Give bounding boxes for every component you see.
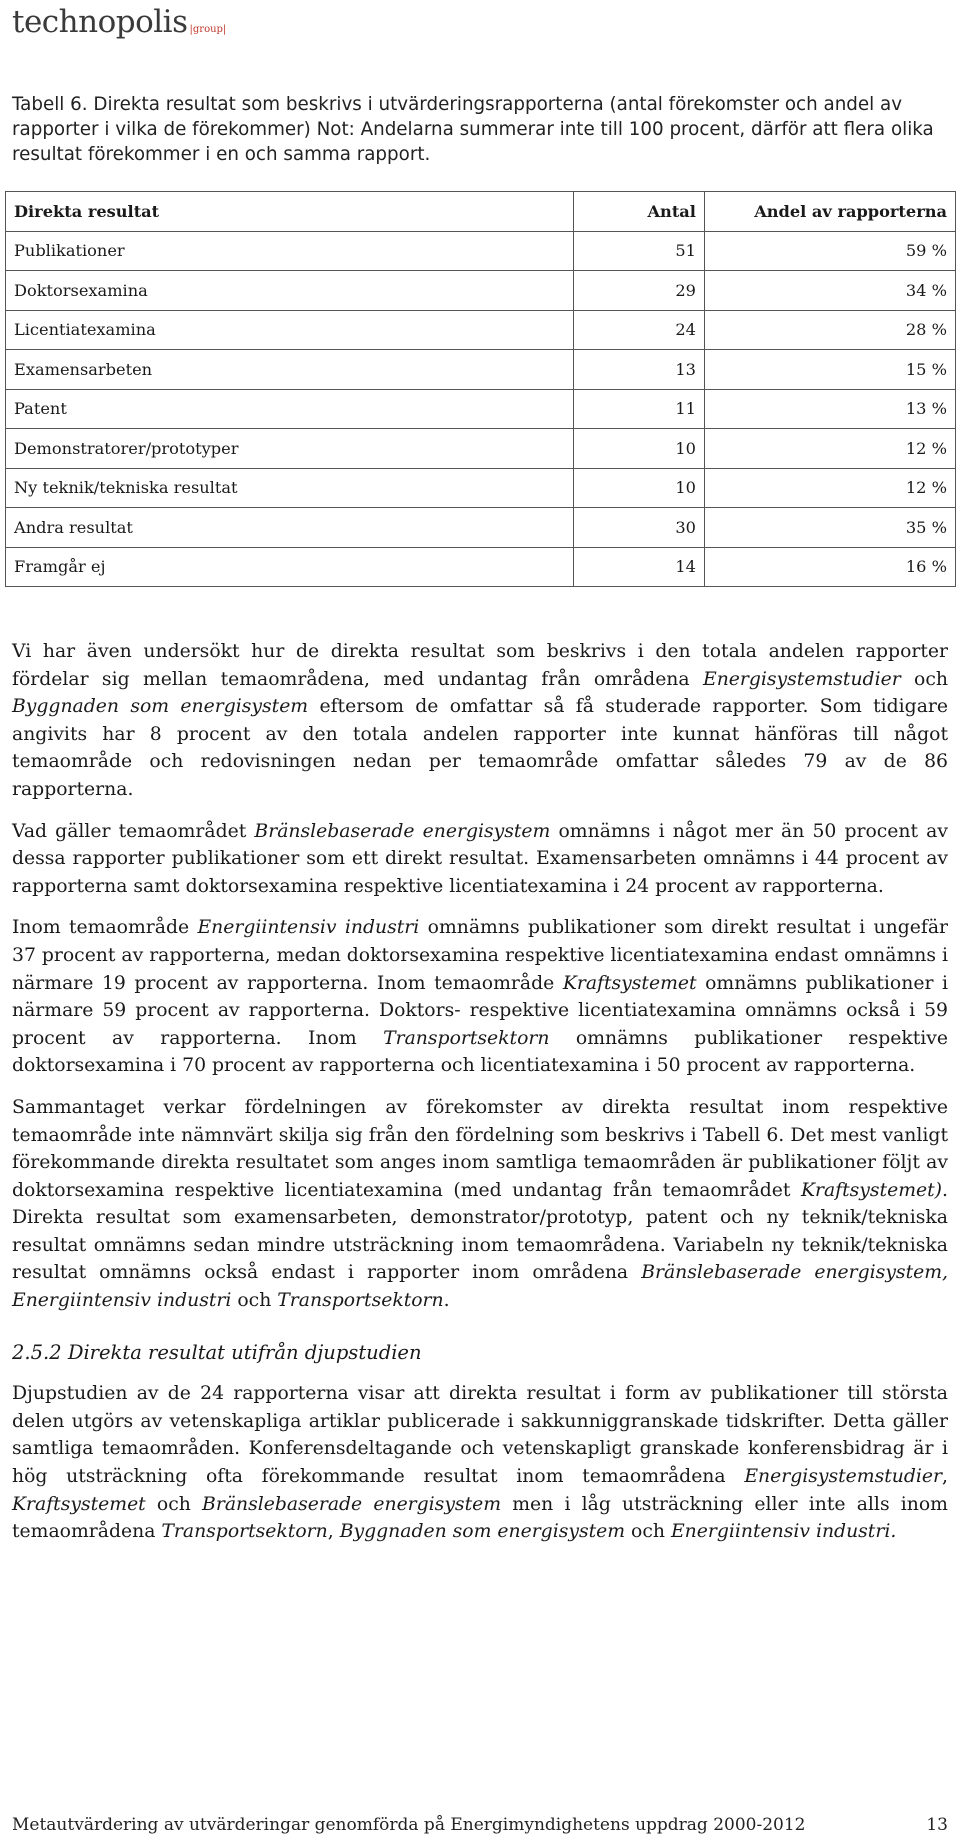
- text-run: och: [900, 668, 948, 690]
- text-run: men i låg utsträckning eller inte alls inom temaområdena: [12, 1493, 948, 1543]
- text-run: eftersom de omfattar så få studerade rapporter. Som tidigare angivits har 8 procent av den totala andelen rapporter inte kunnat hänföras till något temaområde och redovisningen nedan per temaområde omfattar således 79 av de 86 rapporterna.: [12, 696, 948, 800]
- text-run: och: [145, 1493, 203, 1515]
- cell-result: Demonstratorer/prototyper: [6, 429, 574, 469]
- paragraph: [12, 638, 948, 804]
- text-run: .: [443, 1290, 450, 1312]
- table-row: [6, 547, 956, 587]
- technopolis-logo: [12, 4, 226, 40]
- logo-wordmark: technopolis: [12, 4, 188, 40]
- table-row: [6, 310, 956, 350]
- cell-share: 34 %: [704, 271, 955, 311]
- text-run: omnämns publikationer respektive doktorsexamina i 70 procent av rapporterna och licentiatexamina i 50 procent av rapporterna.: [12, 1027, 948, 1077]
- section-heading: 2.5.2 Direkta resultat utifrån djupstudien: [12, 1340, 422, 1364]
- cell-result: Andra resultat: [6, 508, 574, 548]
- paragraph: [12, 1380, 948, 1546]
- italic-term: Transportsektorn: [161, 1521, 328, 1543]
- italic-term: Energiintensiv industri.: [670, 1521, 897, 1543]
- text-run: Vad gäller temaområdet: [12, 820, 255, 842]
- italic-term: Bränslebaserade energisystem, Energiintensiv industri: [12, 1262, 949, 1312]
- body-text: [12, 638, 948, 1560]
- footer-title: Metautvärdering av utvärderingar genomförda på Energimyndighetens uppdrag 2000-2012: [12, 1815, 806, 1835]
- text-run: ,: [942, 1466, 948, 1488]
- italic-term: Bränslebaserade energisystem: [202, 1493, 502, 1515]
- paragraph: [12, 914, 948, 1080]
- text-run: . Direkta resultat som examensarbeten, demonstrator/prototyp, patent och ny teknik/tekniska resultat omnämns sedan mindre utsträckning inom temaområdena. Variabeln ny teknik/tekniska resultat omnämns också endast i rapporter inom områdena: [12, 1179, 948, 1284]
- cell-count: 29: [574, 271, 704, 311]
- column-header-share: Andel av rapporterna: [704, 192, 955, 232]
- italic-term: Energiintensiv industri: [197, 917, 420, 939]
- italic-term: Kraftsystemet): [800, 1179, 943, 1201]
- italic-term: Byggnaden som energisystem: [339, 1521, 626, 1543]
- cell-count: 24: [574, 310, 704, 350]
- cell-count: 14: [574, 547, 704, 587]
- cell-result: Publikationer: [6, 231, 574, 271]
- text-run: Inom temaområde: [12, 917, 198, 939]
- cell-count: 11: [574, 389, 704, 429]
- text-run: Vi har även undersökt hur de direkta resultat som beskrivs i den totala andelen rapporter fördelar sig mellan temaområdena, med undantag från områdena: [12, 641, 948, 690]
- paragraph: [12, 1094, 948, 1315]
- italic-term: Kraftsystemet: [562, 972, 697, 994]
- column-header-count: Antal: [574, 192, 704, 232]
- table-row: [6, 508, 956, 548]
- italic-term: Byggnaden som energisystem: [12, 696, 309, 718]
- cell-result: Framgår ej: [6, 547, 574, 587]
- table-header-row: [6, 192, 956, 232]
- cell-count: 30: [574, 508, 704, 548]
- paragraph-group-1: [12, 638, 948, 1315]
- cell-result: Doktorsexamina: [6, 271, 574, 311]
- cell-share: 12 %: [704, 429, 955, 469]
- italic-term: Energisystemstudier: [744, 1466, 943, 1488]
- text-run: Djupstudien av de 24 rapporterna visar att direkta resultat i form av publikationer till största delen utgörs av vetenskapliga artiklar publicerade i sakkunniggranskade tidskrifter. Detta gäller samtliga temaområden. Konferensdeltagande och vetenskapligt granskade konferensbidrag är i hög utsträckning ofta förekommande resultat inom temaområdena: [12, 1383, 948, 1488]
- italic-term: Kraftsystemet: [12, 1493, 146, 1515]
- column-header-result: Direkta resultat: [6, 192, 574, 232]
- text-run: omnämns i något mer än 50 procent av dessa rapporter publikationer som ett direkt resultat. Examensarbeten omnämns i 44 procent av rapporterna samt doktorsexamina respektive licentiatexamina i 24 procent av rapporterna.: [12, 820, 948, 897]
- results-table: [5, 191, 956, 587]
- cell-count: 10: [574, 468, 704, 508]
- italic-term: Transportsektorn: [277, 1290, 444, 1312]
- cell-result: Examensarbeten: [6, 350, 574, 390]
- table-row: [6, 350, 956, 390]
- cell-count: 51: [574, 231, 704, 271]
- cell-share: 35 %: [704, 508, 955, 548]
- cell-count: 13: [574, 350, 704, 390]
- cell-share: 15 %: [704, 350, 955, 390]
- cell-result: Patent: [6, 389, 574, 429]
- paragraph: [12, 818, 948, 901]
- text-run: omnämns publikationer som direkt resultat i ungefär 37 procent av rapporterna, medan doktorsexamina respektive licentiatexamina endast omnämns i närmare 19 procent av rapporterna. Inom temaområde: [12, 917, 948, 994]
- cell-result: Licentiatexamina: [6, 310, 574, 350]
- cell-share: 28 %: [704, 310, 955, 350]
- cell-count: 10: [574, 429, 704, 469]
- cell-share: 13 %: [704, 389, 955, 429]
- cell-share: 16 %: [704, 547, 955, 587]
- page-footer: [12, 1815, 948, 1835]
- paragraph-group-2: [12, 1380, 948, 1546]
- text-run: och: [625, 1521, 671, 1543]
- text-run: Sammantaget verkar fördelningen av förekomster av direkta resultat inom respektive temaområde inte nämnvärt skilja sig från den fördelning som beskrivs i Tabell 6. Det mest vanligt förekommande direkta resultatet som anges inom samtliga temaområden är publikationer följt av doktorsexamina respektive licentiatexamina (med undantag från temaområdet: [12, 1096, 948, 1201]
- table-row: [6, 231, 956, 271]
- table-row: [6, 271, 956, 311]
- text-run: omnämns publikationer i närmare 59 procent av rapporterna. Doktors- respektive licentiatexamina omnämns också i 59 procent av rapporterna. Inom: [12, 972, 949, 1049]
- page-number: 13: [926, 1815, 948, 1835]
- cell-result: Ny teknik/tekniska resultat: [6, 468, 574, 508]
- table-row: [6, 468, 956, 508]
- italic-term: Transportsektorn: [383, 1027, 550, 1049]
- italic-term: Energisystemstudier: [702, 668, 901, 690]
- cell-share: 59 %: [704, 231, 955, 271]
- italic-term: Bränslebaserade energisystem: [254, 820, 551, 842]
- logo-group-tag: |group|: [189, 24, 227, 35]
- text-run: ,: [327, 1521, 340, 1543]
- table-body: [6, 231, 956, 587]
- text-run: och: [231, 1290, 278, 1312]
- table-row: [6, 389, 956, 429]
- table-caption: Tabell 6. Direkta resultat som beskrivs i utvärderingsrapporterna (antal förekomster och andel av rapporter i vilka de förekommer) Not: Andelarna summerar inte till 100 procent, därför att flera olika resultat förekommer i en och samma rapport.: [12, 94, 934, 165]
- cell-share: 12 %: [704, 468, 955, 508]
- table-row: [6, 429, 956, 469]
